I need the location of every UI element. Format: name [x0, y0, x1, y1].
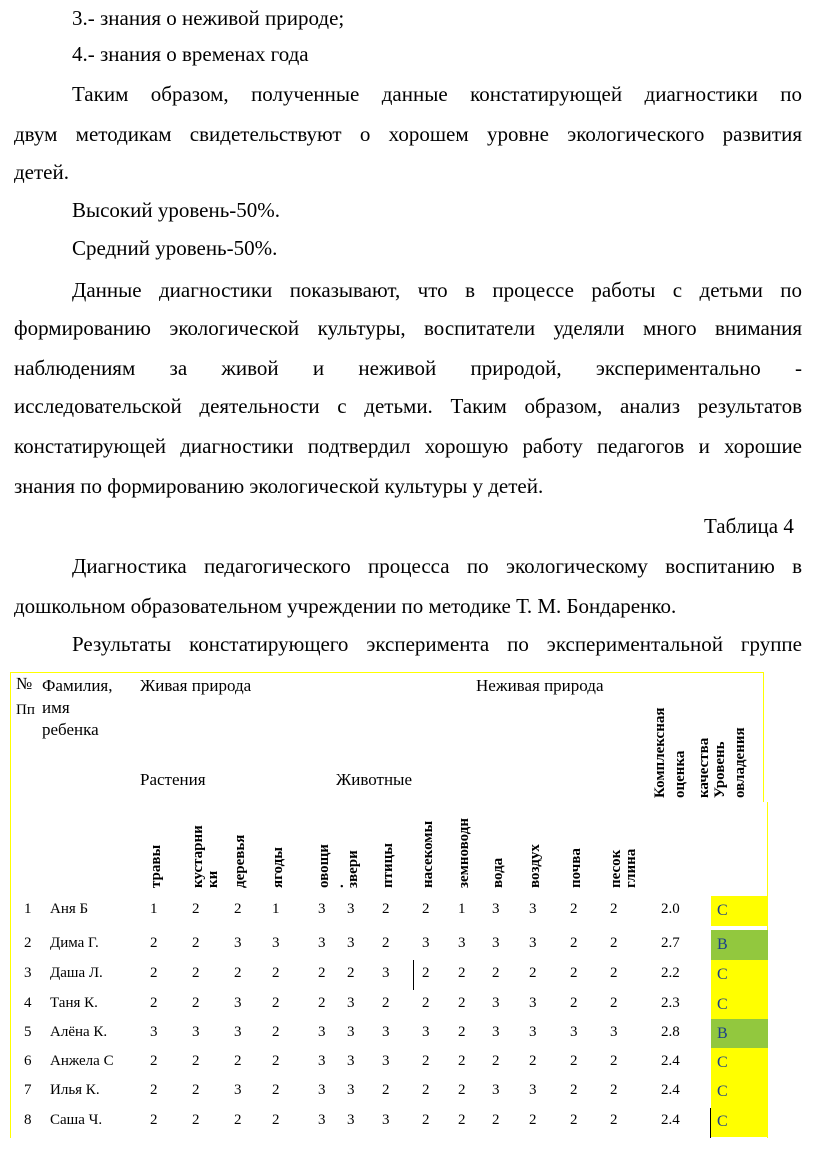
column-header-ovoshchi: овощи [316, 844, 332, 888]
column-header-derevya: деревья [232, 834, 248, 888]
score-cell-ovoshchi: 3 [318, 935, 326, 951]
score-cell-kustarniki: 2 [192, 1112, 200, 1128]
score-cell-zveri: 3 [347, 935, 355, 951]
header-living-nature: Живая природа [140, 676, 252, 695]
caption-line-1: Диагностика педагогического процесса по экологическому воспитанию в [72, 554, 802, 578]
header-number: № [16, 674, 33, 693]
score-cell-voda: 3 [492, 935, 500, 951]
score-cell-ovoshchi: 3 [318, 1053, 326, 1069]
score-cell-voda: 3 [492, 1024, 500, 1040]
score-cell-kustarniki: 2 [192, 995, 200, 1011]
list-item-3: 3.- знания о неживой природе; [72, 6, 345, 30]
score-cell-pochva: 2 [570, 995, 578, 1011]
level-badge [711, 1077, 768, 1107]
cell-divider-mark [413, 960, 414, 990]
score-cell-zveri: 3 [347, 901, 355, 917]
score-cell-derevya: 2 [234, 965, 242, 981]
score-cell-voda: 3 [492, 995, 500, 1011]
column-header-travy: травы [148, 844, 164, 888]
score-cell-ptitsy: 3 [382, 1053, 390, 1069]
level-badge [711, 896, 768, 926]
complex-score: 2.7 [661, 935, 680, 951]
score-cell-yagody: 3 [272, 935, 280, 951]
score-cell-zemnovodnye: 1 [458, 901, 466, 917]
high-level-text: Высокий уровень-50%. [72, 198, 281, 222]
score-cell-derevya: 2 [234, 901, 242, 917]
table-right-border [763, 672, 764, 802]
score-cell-yagody: 2 [272, 1112, 280, 1128]
complex-score: 2.2 [661, 965, 680, 981]
level-label: С [717, 996, 728, 1013]
score-cell-pesok-glina: 2 [610, 1112, 618, 1128]
caption-line-3: Результаты констатирующего эксперимента по экспериментальной группе [72, 632, 802, 656]
score-cell-pochva: 2 [570, 965, 578, 981]
column-header-nasekomye: насекомы [420, 820, 436, 888]
column-header-yagody: ягоды [270, 847, 286, 888]
column-header-pesok-glina: песок [608, 849, 624, 888]
row-number: 1 [24, 901, 32, 917]
child-name: Саша Ч. [50, 1112, 103, 1128]
score-cell-zveri: 3 [347, 1082, 355, 1098]
score-cell-pesok-glina: 2 [610, 965, 618, 981]
header-animals: Животные [336, 770, 413, 789]
column-header-voda: вода [490, 857, 506, 888]
score-cell-nasekomye: 3 [422, 935, 430, 951]
row-number: 3 [24, 965, 32, 981]
complex-score: 2.4 [661, 1112, 680, 1128]
complex-score: 2.8 [661, 1024, 680, 1040]
score-cell-pochva: 2 [570, 1082, 578, 1098]
score-cell-ptitsy: 2 [382, 995, 390, 1011]
paragraph-1-line-1: Таким образом, полученные данные констатирующей диагностики по [72, 82, 802, 106]
header-plants: Растения [140, 770, 206, 789]
score-cell-ovoshchi: 3 [318, 901, 326, 917]
score-cell-yagody: 2 [272, 1024, 280, 1040]
score-cell-yagody: 2 [272, 995, 280, 1011]
header-name-2: имя [42, 698, 70, 717]
child-name: Илья К. [50, 1082, 100, 1098]
score-cell-pesok-glina: 2 [610, 1053, 618, 1069]
column-header-kustarniki: кустарни [190, 825, 206, 888]
header-name-1: Фамилия, [42, 676, 113, 695]
score-cell-travy: 3 [150, 1024, 158, 1040]
level-label: С [717, 1054, 728, 1071]
score-cell-derevya: 3 [234, 935, 242, 951]
header-complex-3: качества [696, 737, 712, 798]
score-cell-derevya: 3 [234, 1082, 242, 1098]
column-header-zemnovodnye: земноводн [456, 818, 472, 888]
paragraph-1-line-2: двум методикам свидетельствуют о хорошем уровне экологического развития [14, 122, 802, 146]
cell-divider-mark [710, 1108, 711, 1138]
score-cell-nasekomye: 2 [422, 965, 430, 981]
score-cell-voda: 3 [492, 1082, 500, 1098]
score-cell-voda: 2 [492, 1053, 500, 1069]
level-label: В [717, 1025, 728, 1042]
score-cell-zveri: 3 [347, 1112, 355, 1128]
score-cell-travy: 2 [150, 995, 158, 1011]
score-cell-ptitsy: 3 [382, 965, 390, 981]
score-cell-kustarniki: 2 [192, 901, 200, 917]
header-complex-1: Комплексная [652, 707, 668, 798]
level-label: С [717, 902, 728, 919]
list-item-4: 4.- знания о временах года [72, 42, 309, 66]
score-cell-travy: 1 [150, 901, 158, 917]
score-cell-vozdukh: 3 [529, 995, 537, 1011]
score-cell-travy: 2 [150, 1112, 158, 1128]
level-badge [711, 1107, 768, 1137]
column-header-kustarniki: ки [205, 870, 221, 888]
row-number: 7 [24, 1082, 32, 1098]
score-cell-vozdukh: 3 [529, 1024, 537, 1040]
score-cell-ovoshchi: 3 [318, 1082, 326, 1098]
score-cell-derevya: 3 [234, 1024, 242, 1040]
score-cell-pochva: 2 [570, 1112, 578, 1128]
child-name: Даша Л. [50, 965, 103, 981]
complex-score: 2.4 [661, 1053, 680, 1069]
score-cell-zemnovodnye: 2 [458, 1024, 466, 1040]
score-cell-ovoshchi: 3 [318, 1024, 326, 1040]
score-cell-ovoshchi: 2 [318, 995, 326, 1011]
header-complex-2: оценка [672, 750, 688, 798]
level-label: С [717, 966, 728, 983]
column-header-ptitsy: птицы [380, 842, 396, 888]
header-level-2: овладения [732, 727, 748, 798]
score-cell-zemnovodnye: 2 [458, 995, 466, 1011]
score-cell-pochva: 2 [570, 1053, 578, 1069]
score-cell-zveri: 3 [347, 995, 355, 1011]
score-cell-kustarniki: 2 [192, 935, 200, 951]
paragraph-2-line-6: знания по формированию экологической культуры у детей. [14, 474, 544, 498]
score-cell-kustarniki: 2 [192, 1053, 200, 1069]
score-cell-zveri: 3 [347, 1024, 355, 1040]
score-cell-vozdukh: 3 [529, 1082, 537, 1098]
header-name-3: ребенка [42, 720, 99, 739]
header-nonliving-nature: Неживая природа [476, 676, 604, 695]
score-cell-pesok-glina: 2 [610, 995, 618, 1011]
header-level-1: Уровень [712, 741, 728, 798]
score-cell-kustarniki: 3 [192, 1024, 200, 1040]
score-cell-voda: 2 [492, 965, 500, 981]
level-badge [711, 960, 768, 990]
column-header-pesok-glina: глина [623, 848, 639, 888]
score-cell-kustarniki: 2 [192, 1082, 200, 1098]
column-header-zveri: звери [345, 850, 361, 888]
row-number: 8 [24, 1112, 32, 1128]
score-cell-nasekomye: 2 [422, 995, 430, 1011]
level-label: В [717, 936, 728, 953]
score-cell-pochva: 2 [570, 935, 578, 951]
paragraph-2-line-1: Данные диагностики показывают, что в процессе работы с детьми по [72, 278, 802, 302]
row-number: 2 [24, 935, 32, 951]
header-pp: Пп [16, 702, 35, 718]
medium-level-text: Средний уровень-50%. [72, 236, 278, 260]
level-label: С [717, 1083, 728, 1100]
child-name: Дима Г. [50, 935, 99, 951]
level-badge [711, 1048, 768, 1078]
row-number: 4 [24, 995, 32, 1011]
score-cell-zemnovodnye: 2 [458, 1053, 466, 1069]
child-name: Таня К. [50, 995, 98, 1011]
paragraph-2-line-2: формированию экологической культуры, воспитатели уделяли много внимания [14, 316, 802, 340]
score-cell-pesok-glina: 2 [610, 935, 618, 951]
score-cell-zemnovodnye: 2 [458, 1112, 466, 1128]
score-cell-kustarniki: 2 [192, 965, 200, 981]
level-label: С [717, 1113, 728, 1130]
score-cell-travy: 2 [150, 1082, 158, 1098]
score-cell-zemnovodnye: 2 [458, 1082, 466, 1098]
score-cell-ptitsy: 3 [382, 1024, 390, 1040]
score-cell-pesok-glina: 3 [610, 1024, 618, 1040]
table-number: Таблица 4 [704, 514, 794, 538]
score-cell-vozdukh: 3 [529, 901, 537, 917]
complex-score: 2.3 [661, 995, 680, 1011]
score-cell-yagody: 2 [272, 965, 280, 981]
child-name: Алёна К. [50, 1024, 108, 1040]
score-cell-voda: 2 [492, 1112, 500, 1128]
score-cell-pesok-glina: 2 [610, 901, 618, 917]
score-cell-ovoshchi: 2 [318, 965, 326, 981]
complex-score: 2.0 [661, 901, 680, 917]
score-cell-derevya: 3 [234, 995, 242, 1011]
column-header-ovoshchi: . [331, 884, 347, 888]
child-name: Аня Б [50, 901, 89, 917]
score-cell-derevya: 2 [234, 1053, 242, 1069]
score-cell-pochva: 2 [570, 901, 578, 917]
column-header-pochva: почва [568, 848, 584, 888]
score-cell-vozdukh: 2 [529, 1112, 537, 1128]
column-header-vozdukh: воздух [527, 844, 543, 888]
paragraph-1-line-3: детей. [14, 160, 69, 184]
paragraph-2-line-5: констатирующей диагностики подтвердил хорошую работу педагогов и хорошие [14, 434, 802, 458]
paragraph-2-line-3: наблюдениям за живой и неживой природой, экспериментально - [14, 356, 802, 380]
score-cell-zveri: 2 [347, 965, 355, 981]
caption-line-2: дошкольном образовательном учреждении по методике Т. М. Бондаренко. [14, 594, 677, 618]
score-cell-zveri: 3 [347, 1053, 355, 1069]
score-cell-vozdukh: 2 [529, 965, 537, 981]
score-cell-vozdukh: 3 [529, 935, 537, 951]
score-cell-ptitsy: 2 [382, 1082, 390, 1098]
score-cell-nasekomye: 2 [422, 1112, 430, 1128]
score-cell-zemnovodnye: 3 [458, 935, 466, 951]
score-cell-ptitsy: 2 [382, 935, 390, 951]
score-cell-ptitsy: 3 [382, 1112, 390, 1128]
score-cell-zemnovodnye: 2 [458, 965, 466, 981]
table-top-border [10, 672, 764, 673]
score-cell-travy: 2 [150, 935, 158, 951]
score-cell-nasekomye: 2 [422, 1082, 430, 1098]
score-cell-ptitsy: 2 [382, 901, 390, 917]
level-badge [711, 930, 768, 960]
paragraph-2-line-4: исследовательской деятельности с детьми. Таким образом, анализ результатов [14, 394, 802, 418]
child-name: Анжела С [50, 1053, 114, 1069]
level-badge [711, 1019, 768, 1049]
row-number: 6 [24, 1053, 32, 1069]
score-cell-yagody: 1 [272, 901, 280, 917]
score-cell-nasekomye: 2 [422, 901, 430, 917]
row-number: 5 [24, 1024, 32, 1040]
score-cell-travy: 2 [150, 1053, 158, 1069]
score-cell-pesok-glina: 2 [610, 1082, 618, 1098]
score-cell-yagody: 2 [272, 1053, 280, 1069]
score-cell-nasekomye: 2 [422, 1053, 430, 1069]
level-badge [711, 990, 768, 1020]
score-cell-nasekomye: 3 [422, 1024, 430, 1040]
score-cell-yagody: 2 [272, 1082, 280, 1098]
table-left-border [10, 672, 11, 1138]
complex-score: 2.4 [661, 1082, 680, 1098]
score-cell-derevya: 2 [234, 1112, 242, 1128]
score-cell-ovoshchi: 3 [318, 1112, 326, 1128]
score-cell-travy: 2 [150, 965, 158, 981]
score-cell-pochva: 3 [570, 1024, 578, 1040]
score-cell-vozdukh: 2 [529, 1053, 537, 1069]
score-cell-voda: 3 [492, 901, 500, 917]
